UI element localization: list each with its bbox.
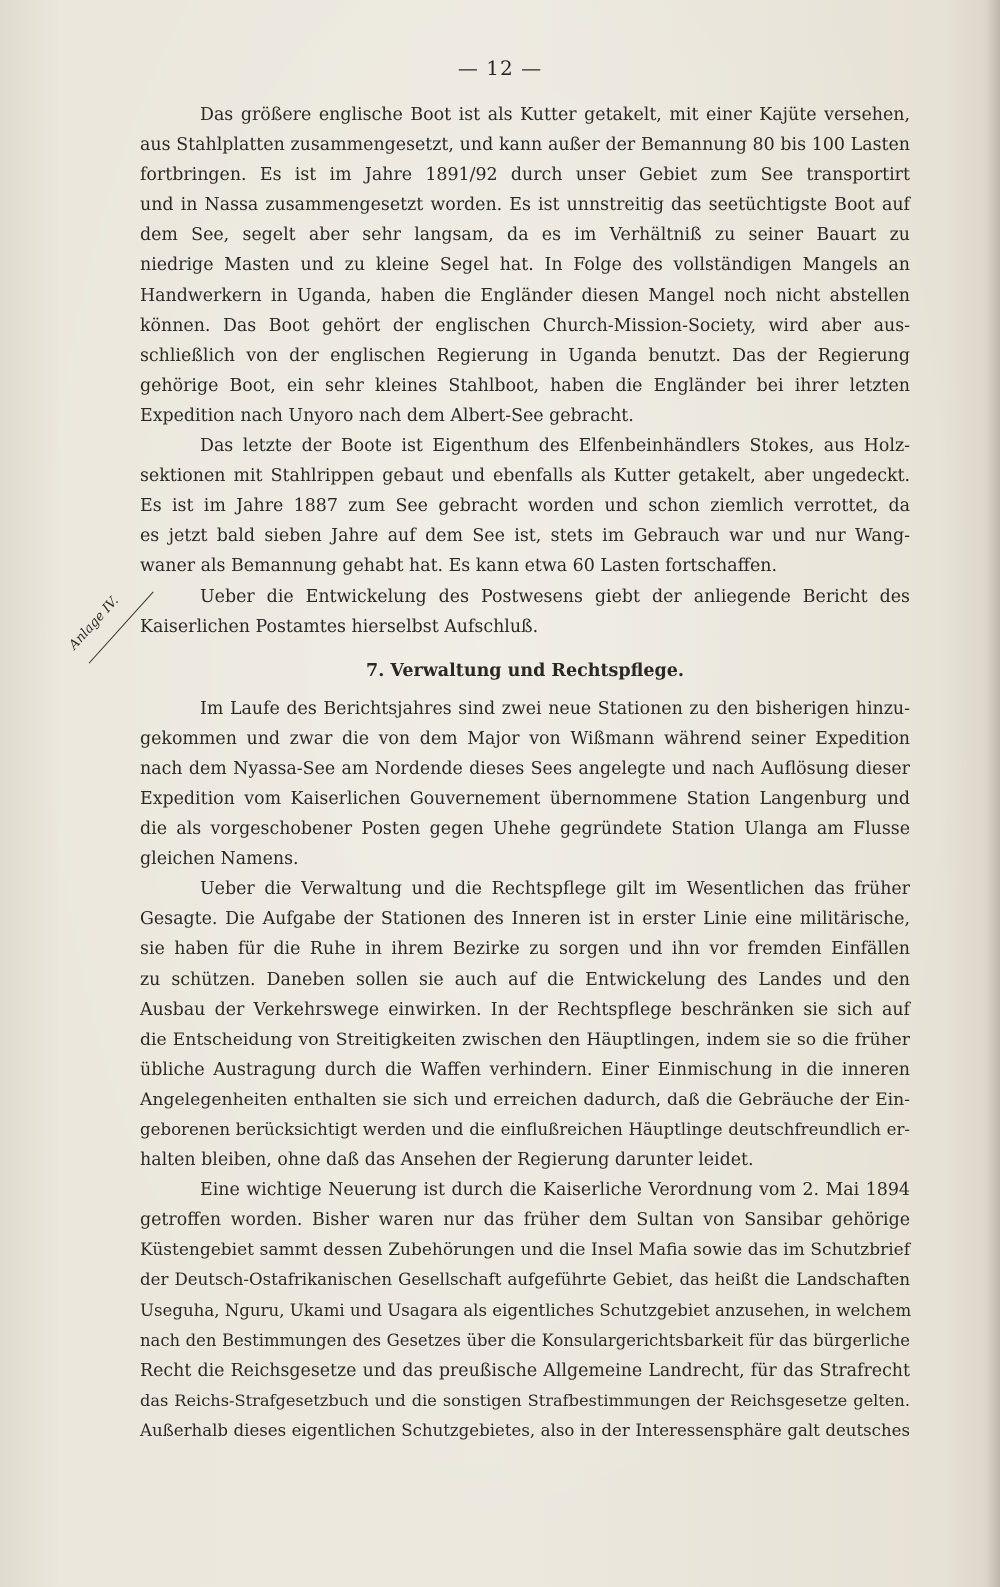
text-line: gleichen Namens. xyxy=(140,849,299,870)
text-line: die Entscheidung von Streitigkeiten zwischen den Häuptlingen, indem sie so die früher xyxy=(140,1029,910,1050)
text-line: Küstengebiet sammt dessen Zubehörungen und die Insel Mafia sowie das im Schutzbrief xyxy=(140,1240,910,1261)
page-number: — 12 — xyxy=(457,56,543,80)
text-line: schließlich von der englischen Regierung in Uganda benutzt. Das der Regierung xyxy=(140,345,910,366)
text-line: Handwerkern in Uganda, haben die Engländer diesen Mangel noch nicht abstellen xyxy=(140,285,910,306)
text-line: zu schützen. Daneben sollen sie auch auf die Entwickelung des Landes und den xyxy=(140,969,910,990)
text-line: Recht die Reichsgesetze und das preußische Allgemeine Landrecht, für das Strafrecht xyxy=(140,1360,910,1381)
text-line: waner als Bemannung gehabt hat. Es kann etwa 60 Lasten fortschaffen. xyxy=(140,556,777,577)
text-line: sektionen mit Stahlrippen gebaut und ebenfalls als Kutter getakelt, aber ungedeckt. xyxy=(140,466,910,487)
text-line: getroffen worden. Bisher waren nur das früher dem Sultan von Sansibar gehörige xyxy=(140,1210,910,1231)
text-line: halten bleiben, ohne daß das Ansehen der Regierung darunter leidet. xyxy=(140,1150,754,1171)
text-line: die als vorgeschobener Posten gegen Uhehe gegründete Station Ulanga am Flusse xyxy=(140,819,910,840)
text-line: Das größere englische Boot ist als Kutter getakelt, mit einer Kajüte versehen, xyxy=(200,105,910,125)
text-line: fortbringen. Es ist im Jahre 1891/92 durch unser Gebiet zum See transportirt xyxy=(140,165,910,186)
text-line: Ausbau der Verkehrswege einwirken. In der Rechtspflege beschränken sie sich auf xyxy=(140,999,910,1020)
text-line: übliche Austragung durch die Waffen verhindern. Einer Einmischung in die inneren xyxy=(140,1059,910,1080)
text-line: nach dem Nyassa-See am Nordende dieses Sees angelegte und nach Auflösung dieser xyxy=(140,758,910,779)
text-line: Expedition nach Unyoro nach dem Albert-See gebracht. xyxy=(140,405,634,426)
text-line: Kaiserlichen Postamtes hierselbst Aufschluß. xyxy=(140,616,539,637)
text-line: es jetzt bald sieben Jahre auf dem See ist, stets im Gebrauch war und nur Wang- xyxy=(140,526,910,547)
text-line: gekommen und zwar die von dem Major von Wißmann während seiner Expedition xyxy=(140,728,910,749)
text-line: sie haben für die Ruhe in ihrem Bezirke zu sorgen und ihn vor fremden Einfällen xyxy=(140,939,910,960)
page-edge-shadow xyxy=(986,0,1000,1587)
text-line: Useguha, Nguru, Ukami und Usagara als eigentliches Schutzgebiet anzusehen, in welchem xyxy=(140,1300,912,1320)
text-line: und in Nassa zusammengesetzt worden. Es ist unnstreitig das seetüchtigste Boot auf xyxy=(140,195,910,216)
margin-note-annex: Anlage IV. xyxy=(66,571,153,663)
text-line: Ueber die Entwickelung des Postwesens giebt der anliegende Bericht des xyxy=(200,586,910,607)
text-line: Es ist im Jahre 1887 zum See gebracht worden und schon ziemlich verrottet, da xyxy=(140,496,910,517)
section-heading: 7. Verwaltung und Rechtspflege. xyxy=(366,660,684,681)
body-text xyxy=(140,100,910,1446)
text-line: aus Stahlplatten zusammengesetzt, und kann außer der Bemannung 80 bis 100 Lasten xyxy=(140,135,910,156)
text-line: nach den Bestimmungen des Gesetzes über die Konsulargerichtsbarkeit für das bürgerliche xyxy=(140,1330,910,1350)
text-line: geborenen berücksichtigt werden und die einflußreichen Häuptlinge deutschfreundlich er- xyxy=(140,1120,910,1139)
text-line: niedrige Masten und zu kleine Segel hat. In Folge des vollständigen Mangels an xyxy=(140,255,910,276)
text-line: Im Laufe des Berichtsjahres sind zwei neue Stationen zu den bisherigen hinzu- xyxy=(200,698,910,719)
text-line: Angelegenheiten enthalten sie sich und erreichen dadurch, daß die Gebräuche der Ein- xyxy=(140,1089,910,1110)
text-line: das Reichs-Strafgesetzbuch und die sonstigen Strafbestimmungen der Reichsgesetze gelten. xyxy=(140,1390,910,1410)
text-line: Ueber die Verwaltung und die Rechtspflege gilt im Wesentlichen das früher xyxy=(200,879,910,900)
text-line: dem See, segelt aber sehr langsam, da es im Verhältniß zu seiner Bauart zu xyxy=(140,225,910,246)
text-line: Eine wichtige Neuerung ist durch die Kaiserliche Verordnung vom 2. Mai 1894 xyxy=(200,1180,910,1201)
text-line: der Deutsch-Ostafrikanischen Gesellschaft aufgeführte Gebiet, das heißt die Landschaften xyxy=(140,1270,910,1290)
text-line: Gesagte. Die Aufgabe der Stationen des Inneren ist in erster Linie eine militärische, xyxy=(140,909,910,930)
text-line: Expedition vom Kaiserlichen Gouvernement übernommene Station Langenburg und xyxy=(140,788,910,809)
text-line: Außerhalb dieses eigentlichen Schutzgebietes, also in der Interessensphäre galt deutsches xyxy=(140,1420,910,1440)
text-line: gehörige Boot, ein sehr kleines Stahlboot, haben die Engländer bei ihrer letzten xyxy=(140,375,910,396)
text-line: Das letzte der Boote ist Eigenthum des Elfenbeinhändlers Stokes, aus Holz- xyxy=(200,436,910,457)
text-line: können. Das Boot gehört der englischen Church-Mission-Society, wird aber aus- xyxy=(140,315,910,336)
